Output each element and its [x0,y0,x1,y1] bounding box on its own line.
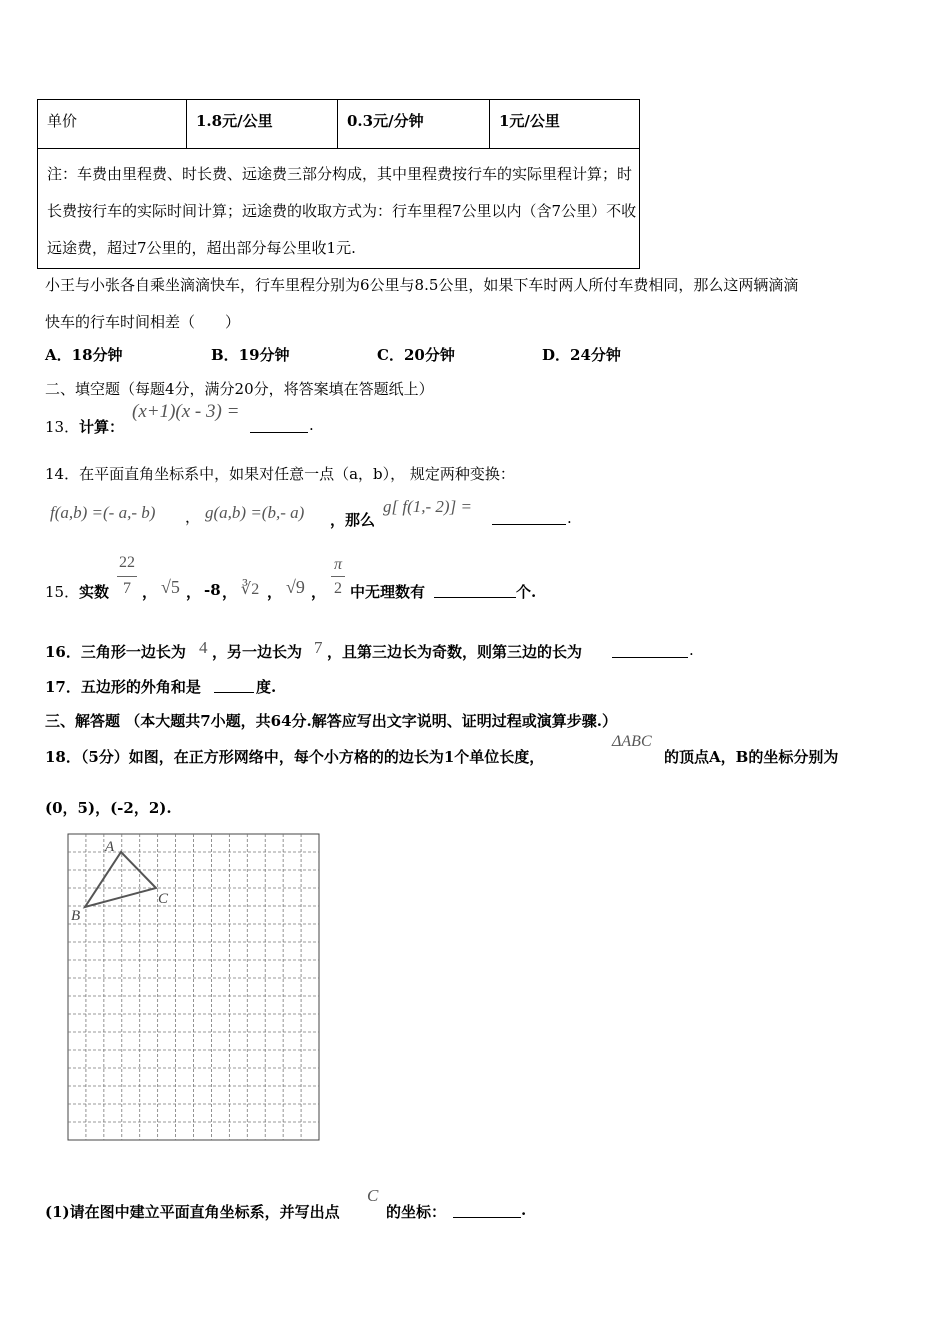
q16-side-1: 4 [199,638,208,657]
q17-end: 度. [256,678,277,696]
fare-price-row [38,100,639,149]
q18-1-period: . [521,1201,527,1219]
q12-option-b: B．19分钟 [211,346,290,364]
section-2-heading: 二、填空题（每题4分，满分20分，将答案填在答题纸上） [45,380,434,398]
q15-comma-3: ， [222,583,238,601]
q16-part-a: 16．三角形一边长为 [45,643,186,661]
q15-pi-numerator: π [333,556,342,573]
q13-answer-blank[interactable] [250,418,308,433]
q15-fraction-bar [117,576,137,577]
q15-comma-2: ， [186,583,202,601]
q15-sqrt9: √9 [286,577,305,597]
q12-line1: 小王与小张各自乘坐滴滴快车，行车里程分别为6公里与8.5公里，如果下车时两人所付车费相同，那么这两辆滴滴 [45,276,799,294]
q15-text: 实数 [79,583,110,601]
grid-svg [67,833,320,1141]
fare-note: 注：车费由里程费、时长费、远途费三部分构成，其中里程费按行车的实际里程计算；时长费按行车的实际时间计算；远途费的收取方式为：行车里程7公里以内（含7公里）不收远途费，超过7公里的，超出部分每公里收1元. [47,165,637,257]
q18-1-text-2: 的坐标： [386,1203,447,1221]
grid-figure [67,833,320,1141]
q14-g-definition: g(a,b) =(b,- a) [205,503,305,522]
q15-answer-blank[interactable] [434,583,516,598]
q16-part-c: ，且第三边长为奇数，则第三边的长为 [327,643,583,661]
q12-option-c: C．20分钟 [377,346,455,364]
q15-pi-fraction-bar [331,576,345,577]
q15-comma-1: ， [142,583,158,601]
q18-1-text: (1)请在图中建立平面直角坐标系，并写出点 [45,1203,340,1221]
q15-end: 个. [516,583,537,601]
mileage-price-cell: 1.8元/公里 [187,100,338,148]
point-c-label: C [158,891,169,907]
q17-answer-blank[interactable] [214,678,254,693]
q13-expression: (x+1)(x - 3) = [132,401,240,422]
q15-comma-4: ， [267,583,283,601]
q14-query-expression: g[ f(1,- 2)] = [383,497,472,516]
q18-1-answer-blank[interactable] [453,1203,521,1218]
q15-fraction-denominator: 7 [123,580,131,597]
q18-text-2: 的顶点A，B的坐标分别为 [664,748,839,766]
fare-table [37,99,640,269]
point-a-label: A [105,839,115,855]
q15-tail: 中无理数有 [350,583,426,601]
q14-line1: 14．在平面直角坐标系中，如果对任意一点（a，b）， 规定两种变换： [45,465,515,483]
q15-number: 15． [45,583,80,601]
q16-part-b: ，另一边长为 [212,643,303,661]
q16-answer-blank[interactable] [612,643,688,658]
q18-1-point-c: C [367,1186,379,1205]
q13-period: . [309,416,314,434]
q14-f-definition: f(a,b) =(- a,- b) [50,503,156,522]
price-label-cell: 单价 [38,100,187,148]
q14-answer-blank[interactable] [492,510,566,525]
q15-sqrt5: √5 [161,577,180,597]
q17-text: 17．五边形的外角和是 [45,678,201,696]
q15-fraction-numerator: 22 [119,554,135,571]
q18-text: 18．（5分）如图，在正方形网络中，每个小方格的的边长为1个单位长度， [45,748,545,766]
q18-coordinates: (0，5)，(-2，2). [45,799,172,817]
q15-neg8: -8 [204,581,221,599]
q12-option-d: D．24分钟 [542,346,621,364]
q16-period: . [689,641,694,659]
q18-triangle-name: ΔABC [612,733,652,750]
q13-text: 计算： [79,418,125,436]
triangle-abc [85,852,156,907]
q14-then: ，那么 [330,511,376,529]
time-price-cell: 0.3元/分钟 [338,100,490,148]
q15-cbrt2: ∛2 [241,581,260,598]
q12-line2: 快车的行车时间相差（ ） [45,313,241,331]
q15-pi-denominator: 2 [334,580,342,597]
q12-option-a: A．18分钟 [45,346,123,364]
q15-comma-5: ， [311,583,327,601]
q16-side-2: 7 [314,638,323,657]
q14-period: . [567,509,572,527]
q14-separator: ， [185,508,201,526]
point-b-label: B [71,908,81,924]
section-3-heading: 三、解答题 （本大题共7小题，共64分.解答应写出文字说明、证明过程或演算步骤.） [45,712,617,730]
distance-price-cell: 1元/公里 [499,112,560,130]
q13-number: 13． [45,418,80,436]
